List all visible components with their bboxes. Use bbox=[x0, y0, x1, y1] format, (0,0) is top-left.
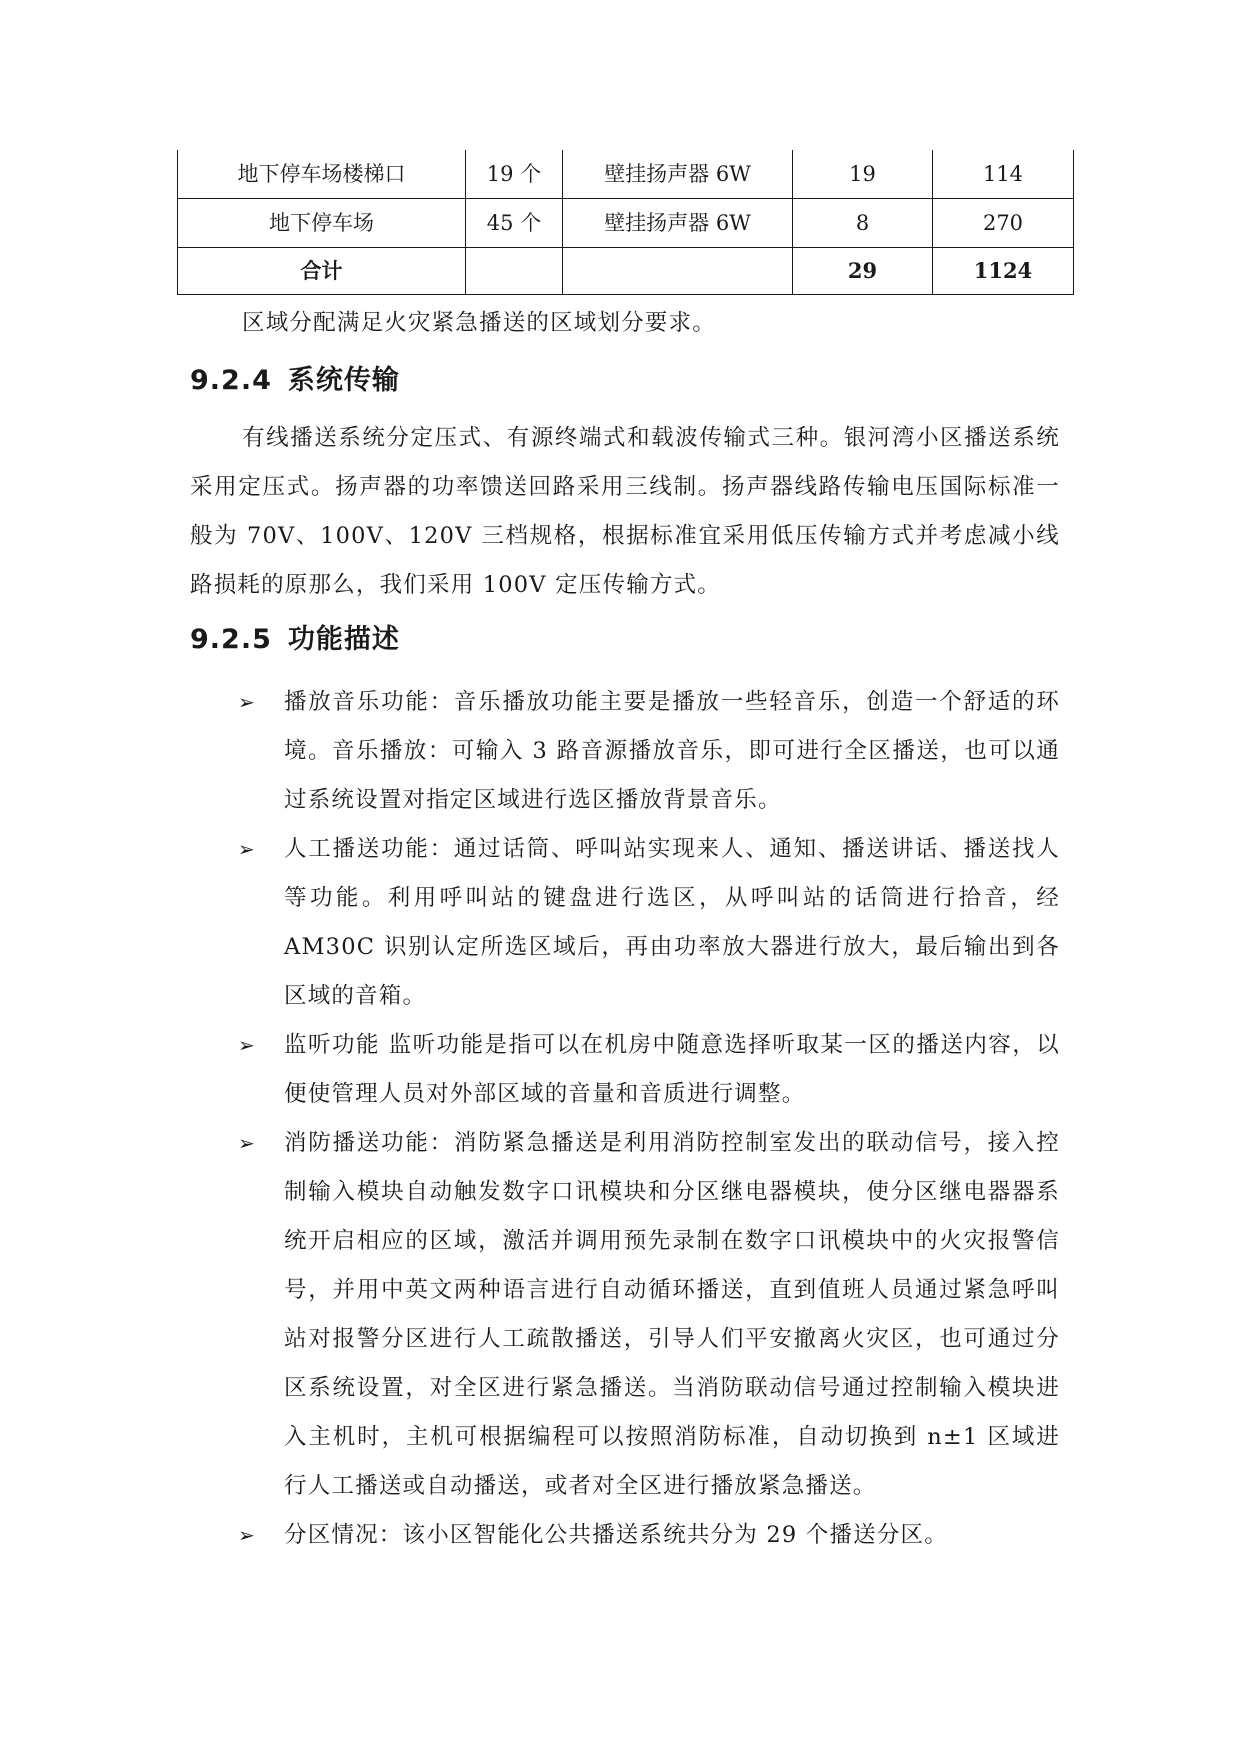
list-item bbox=[238, 1021, 1060, 1119]
power-cell: 270 bbox=[933, 199, 1074, 248]
power-cell: 114 bbox=[933, 150, 1074, 199]
zones-cell: 19 bbox=[793, 150, 933, 199]
list-item bbox=[238, 1119, 1060, 1511]
list-item-text: 分区情况：该小区智能化公共播送系统共分为 29 个播送分区。 bbox=[284, 1522, 948, 1548]
section-heading-transmission bbox=[190, 361, 400, 401]
section-title: 系统传输 bbox=[287, 365, 400, 396]
area-cell: 地下停车场楼梯口 bbox=[178, 150, 466, 199]
arrow-bullet-icon: ➢ bbox=[238, 1033, 256, 1057]
total-power-cell: 1124 bbox=[933, 248, 1074, 295]
speaker-zone-table bbox=[177, 150, 1074, 295]
speaker-type-cell: 壁挂扬声器 6W bbox=[563, 199, 793, 248]
list-item-text: 播放音乐功能：音乐播放功能主要是播放一些轻音乐，创造一个舒适的环境。音乐播放：可输入 3 路音源播放音乐，即可进行全区播送，也可以通过系统设置对指定区域进行选区播放背景音乐。 bbox=[284, 689, 1060, 813]
arrow-bullet-icon: ➢ bbox=[238, 837, 256, 861]
function-list bbox=[238, 678, 1060, 1560]
total-type-cell bbox=[563, 248, 793, 295]
section-title: 功能描述 bbox=[287, 624, 400, 655]
total-count-cell bbox=[466, 248, 563, 295]
arrow-bullet-icon: ➢ bbox=[238, 690, 256, 714]
transmission-paragraph: 有线播送系统分定压式、有源终端式和载波传输式三种。银河湾小区播送系统采用定压式。扬声器的功率馈送回路采用三线制。扬声器线路传输电压国际标准一般为 70V、100V、120V 三档规格，根据标准宜采用低压传输方式并考虑减小线路损耗的原那么，我们采用 100V 定压传输方式。 bbox=[190, 425, 1060, 598]
speaker-type-cell: 壁挂扬声器 6W bbox=[563, 150, 793, 199]
section-number: 9.2.5 bbox=[190, 624, 272, 655]
list-item bbox=[238, 825, 1060, 1021]
table-total-row bbox=[178, 248, 1074, 295]
section-number: 9.2.4 bbox=[190, 365, 272, 396]
list-item-text: 监听功能 监听功能是指可以在机房中随意选择听取某一区的播送内容，以便使管理人员对外部区域的音量和音质进行调整。 bbox=[284, 1032, 1060, 1107]
zone-requirement-text: 区域分配满足火灾紧急播送的区域划分要求。 bbox=[242, 310, 717, 336]
table-row bbox=[178, 199, 1074, 248]
section-heading-functions bbox=[190, 620, 400, 660]
list-item-text: 消防播送功能：消防紧急播送是利用消防控制室发出的联动信号，接入控制输入模块自动触发数字口讯模块和分区继电器模块，使分区继电器器系统开启相应的区域，激活并调用预先录制在数字口讯模块中的火灾报警信号，并用中英文两种语言进行自动循环播送，直到值班人员通过紧急呼叫站对报警分区进行人工疏散播送，引导人们平安撤离火灾区，也可通过分区系统设置，对全区进行紧急播送。当消防联动信号通过控制输入模块进入主机时，主机可根据编程可以按照消防标准，自动切换到 n±1 区域进行人工播送或自动播送，或者对全区进行播放紧急播送。 bbox=[284, 1130, 1060, 1499]
total-zones-cell: 29 bbox=[793, 248, 933, 295]
area-cell: 地下停车场 bbox=[178, 199, 466, 248]
arrow-bullet-icon: ➢ bbox=[238, 1131, 256, 1155]
list-item bbox=[238, 1511, 1060, 1560]
list-item bbox=[238, 678, 1060, 825]
zones-cell: 8 bbox=[793, 199, 933, 248]
list-item-text: 人工播送功能：通过话筒、呼叫站实现来人、通知、播送讲话、播送找人等功能。利用呼叫站的键盘进行选区，从呼叫站的话筒进行拾音，经 AM30C 识别认定所选区域后，再由功率放大器进行放大，最后输出到各区域的音箱。 bbox=[284, 836, 1060, 1009]
arrow-bullet-icon: ➢ bbox=[238, 1523, 256, 1547]
total-label-cell: 合计 bbox=[178, 248, 466, 295]
count-cell: 19 个 bbox=[466, 150, 563, 199]
table-row bbox=[178, 150, 1074, 199]
count-cell: 45 个 bbox=[466, 199, 563, 248]
